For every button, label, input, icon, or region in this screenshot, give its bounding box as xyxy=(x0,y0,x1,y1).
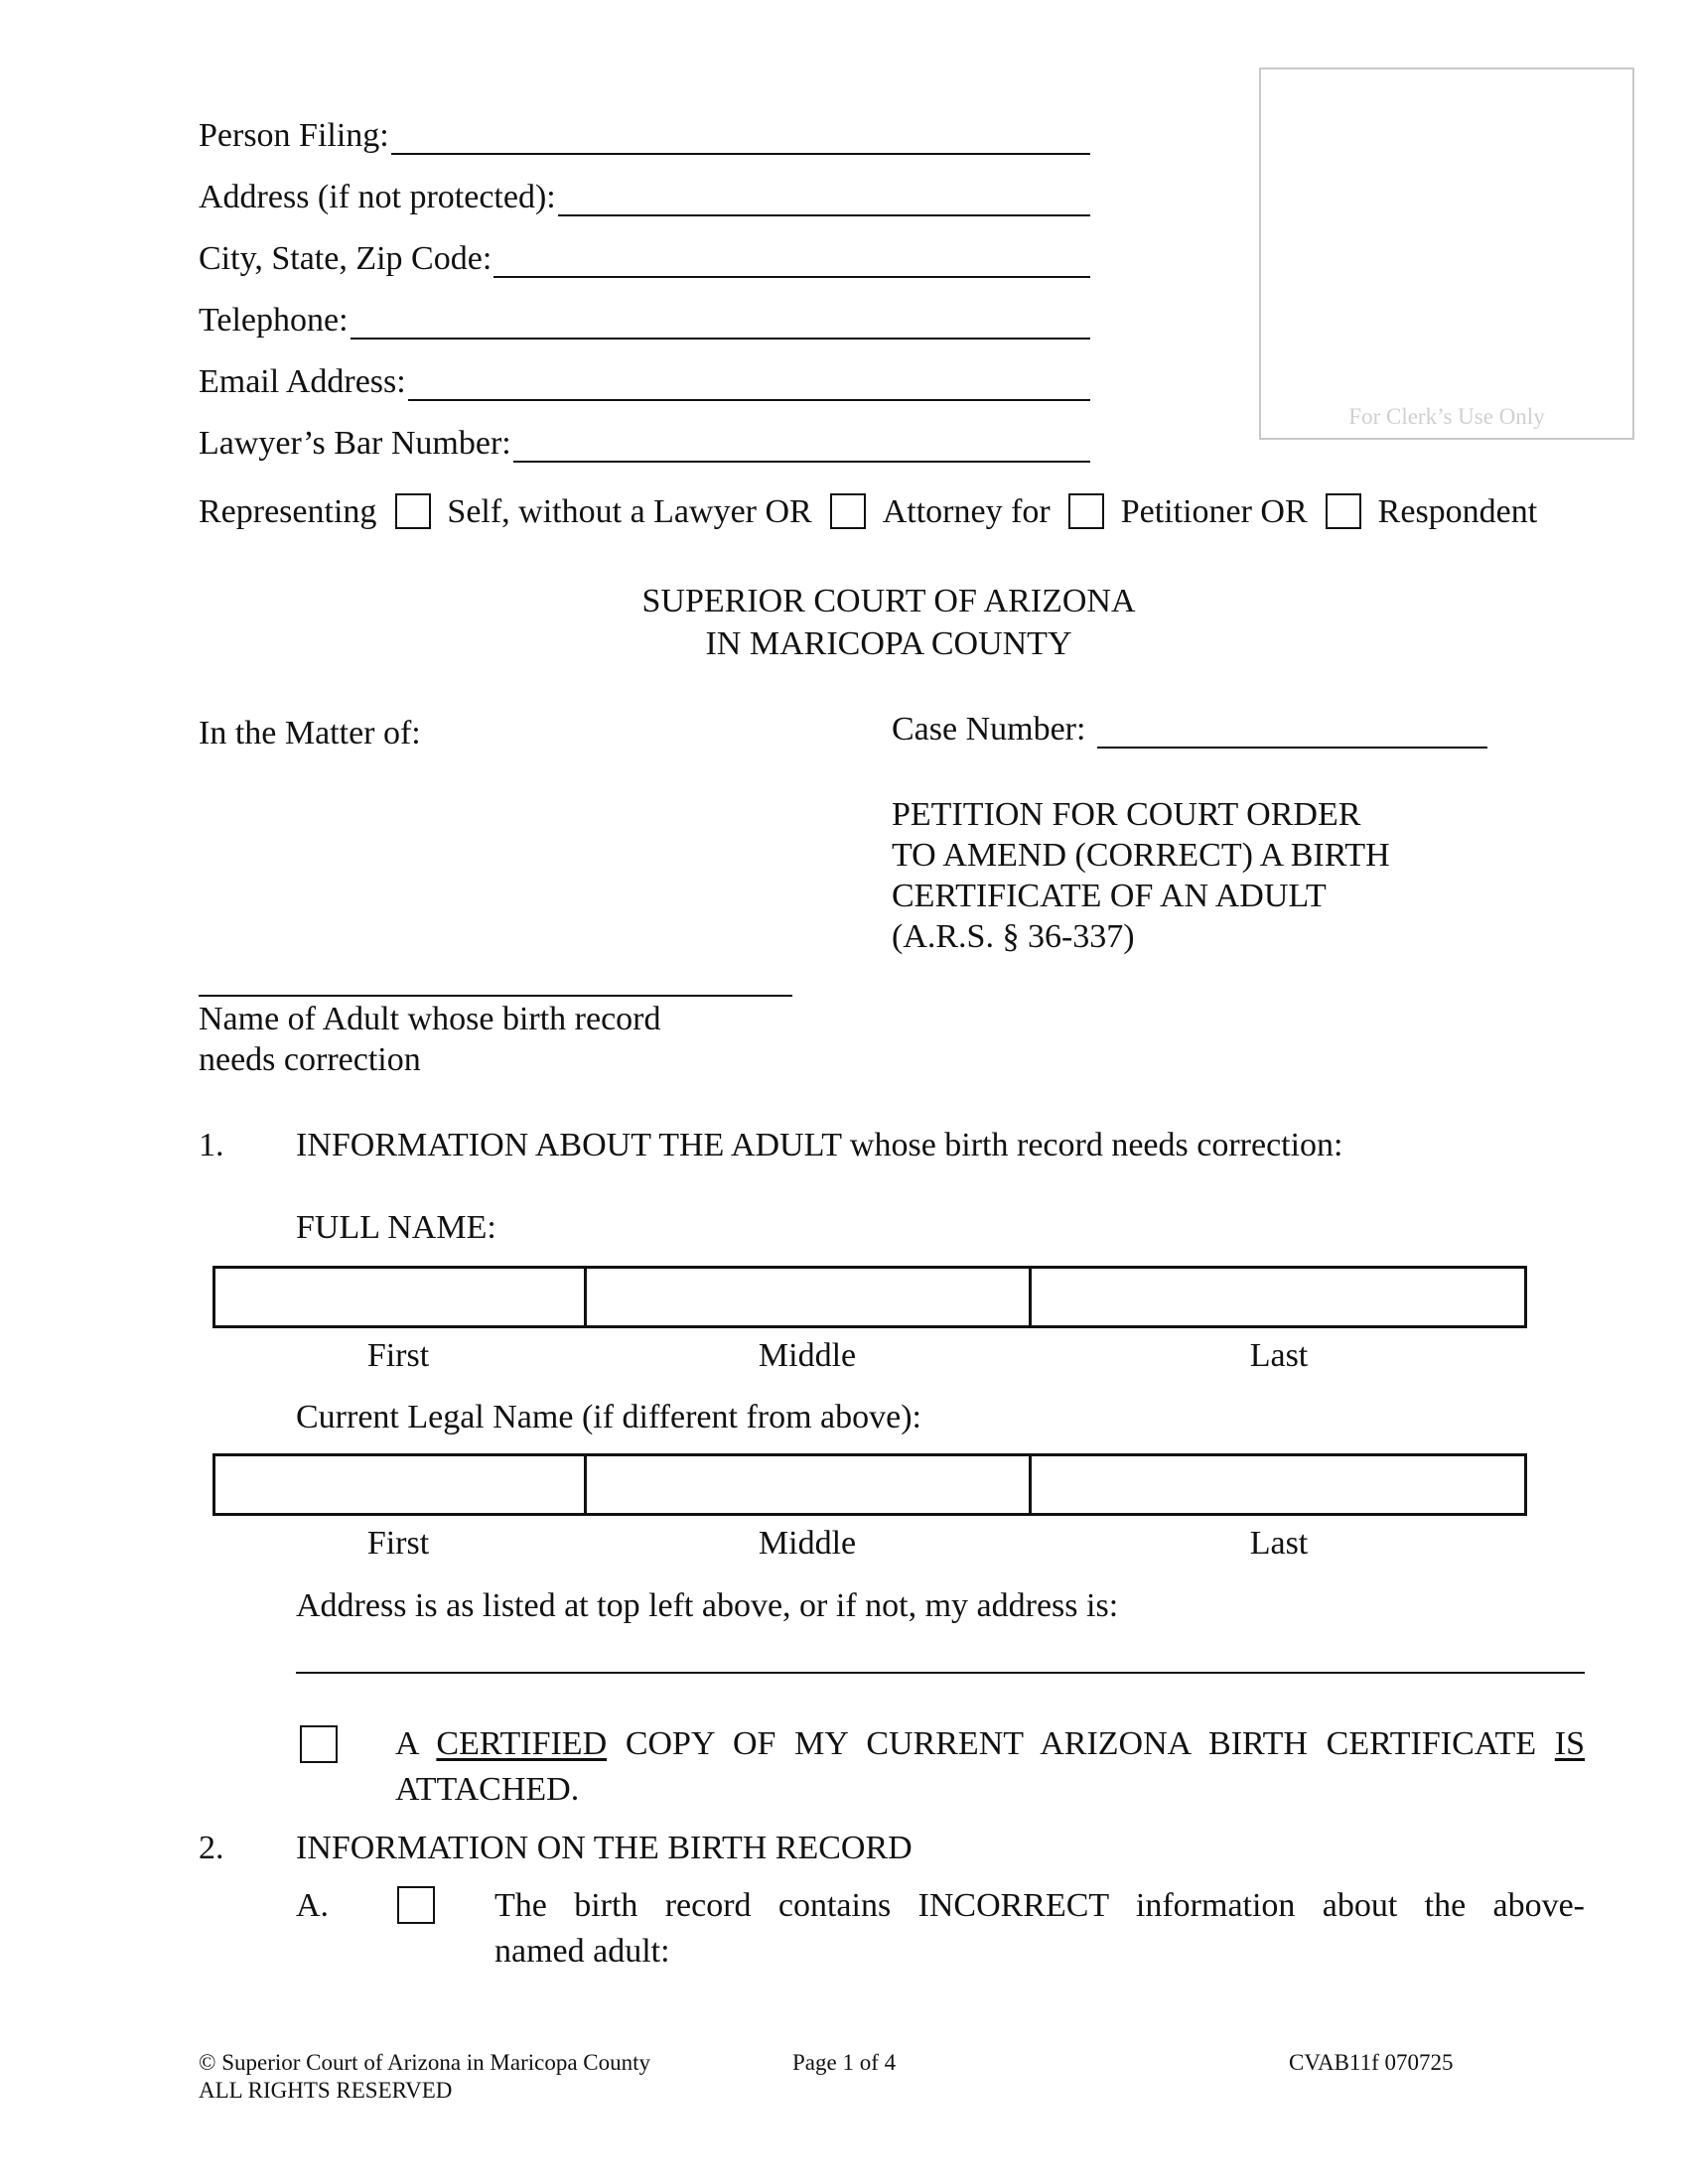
current-legal-name-grid xyxy=(212,1453,1527,1516)
city-state-zip-label: City, State, Zip Code: xyxy=(199,240,492,277)
legal-name-last-label: Last xyxy=(1249,1525,1309,1562)
court-line-2: IN MARICOPA COUNTY xyxy=(705,624,1072,662)
footer-copyright: © Superior Court of Arizona in Maricopa County xyxy=(199,2050,651,2075)
section-2-heading: INFORMATION ON THE BIRTH RECORD xyxy=(296,1830,913,1866)
certified-part-1: A xyxy=(395,1725,418,1762)
clerk-use-label: For Clerk’s Use Only xyxy=(1348,404,1545,429)
petitioner-option-label: Petitioner OR xyxy=(1120,493,1308,530)
address-field[interactable] xyxy=(199,181,1090,216)
person-filing-label: Person Filing: xyxy=(199,117,389,154)
petition-title-line-2: TO AMEND (CORRECT) A BIRTH xyxy=(892,837,1390,874)
telephone-label: Telephone: xyxy=(199,302,349,339)
person-filing-line[interactable] xyxy=(391,123,1090,155)
full-name-label: FULL NAME: xyxy=(296,1209,496,1246)
telephone-line[interactable] xyxy=(351,308,1090,340)
clerk-use-box xyxy=(1259,68,1634,440)
address-line[interactable] xyxy=(558,185,1090,216)
email-field[interactable] xyxy=(199,365,1090,401)
email-line[interactable] xyxy=(408,369,1090,401)
address-statement: Address is as listed at top left above, or if not, my address is: xyxy=(296,1587,1119,1624)
email-label: Email Address: xyxy=(199,363,406,400)
certified-copy-checkbox[interactable] xyxy=(300,1725,338,1763)
footer-rights: ALL RIGHTS RESERVED xyxy=(199,2078,453,2103)
representing-label: Representing xyxy=(199,493,377,530)
footer-page-number: Page 1 of 4 xyxy=(792,2050,897,2075)
alternate-address-line[interactable] xyxy=(296,1672,1585,1674)
item-a-line-1: The birth record contains INCORRECT information about the above- xyxy=(494,1887,1585,1924)
telephone-field[interactable] xyxy=(199,304,1090,340)
full-name-last-input[interactable] xyxy=(1032,1269,1524,1325)
self-option-label: Self, without a Lawyer OR xyxy=(447,493,812,530)
footer-form-code: CVAB11f 070725 xyxy=(1289,2050,1454,2075)
petitioner-checkbox[interactable] xyxy=(1068,493,1104,529)
matter-label: In the Matter of: xyxy=(199,715,421,751)
full-name-middle-input[interactable] xyxy=(587,1269,1032,1325)
court-heading xyxy=(0,581,1688,665)
attorney-checkbox[interactable] xyxy=(830,493,866,529)
certified-copy-line-1 xyxy=(395,1727,1585,1761)
item-a-line-2: named adult: xyxy=(494,1933,670,1970)
full-name-grid xyxy=(212,1266,1527,1328)
respondent-checkbox[interactable] xyxy=(1326,493,1361,529)
certified-copy-line-2: ATTACHED. xyxy=(395,1771,580,1808)
attorney-option-label: Attorney for xyxy=(882,493,1051,530)
respondent-option-label: Respondent xyxy=(1377,493,1538,530)
self-checkbox[interactable] xyxy=(395,493,431,529)
full-name-first-label: First xyxy=(366,1337,430,1374)
bar-number-field[interactable] xyxy=(199,427,1090,463)
section-2-number: 2. xyxy=(199,1830,224,1866)
legal-name-first-label: First xyxy=(366,1525,430,1562)
city-state-zip-line[interactable] xyxy=(493,246,1090,278)
city-state-zip-field[interactable] xyxy=(199,242,1090,278)
certified-part-2: CERTIFIED xyxy=(436,1725,608,1762)
current-legal-name-label: Current Legal Name (if different from above): xyxy=(296,1399,921,1435)
petition-title xyxy=(892,794,1390,957)
address-label: Address (if not protected): xyxy=(199,179,556,215)
bar-number-label: Lawyer’s Bar Number: xyxy=(199,425,511,462)
court-line-1: SUPERIOR COURT OF ARIZONA xyxy=(641,583,1136,619)
section-1-heading: INFORMATION ABOUT THE ADULT whose birth record needs correction: xyxy=(296,1127,1343,1163)
certified-part-4: IS xyxy=(1554,1725,1586,1762)
section-1-number: 1. xyxy=(199,1127,224,1163)
case-number-field[interactable] xyxy=(892,713,1487,749)
representing-row xyxy=(199,493,1537,529)
incorrect-info-checkbox[interactable] xyxy=(397,1886,435,1924)
footer-copyright-block xyxy=(199,2049,650,2105)
adult-name-caption-line-1: Name of Adult whose birth record xyxy=(199,1001,661,1037)
petition-title-line-3: CERTIFICATE OF AN ADULT xyxy=(892,878,1327,914)
full-name-last-label: Last xyxy=(1249,1337,1309,1374)
person-filing-field[interactable] xyxy=(199,119,1090,155)
item-a-letter: A. xyxy=(296,1887,330,1924)
full-name-middle-label: Middle xyxy=(758,1337,857,1374)
full-name-first-input[interactable] xyxy=(215,1269,587,1325)
bar-number-line[interactable] xyxy=(513,431,1090,463)
petition-title-line-4: (A.R.S. § 36-337) xyxy=(892,918,1135,955)
legal-name-middle-input[interactable] xyxy=(587,1456,1032,1513)
legal-name-last-input[interactable] xyxy=(1032,1456,1524,1513)
legal-name-middle-label: Middle xyxy=(758,1525,857,1562)
certified-part-3: COPY OF MY CURRENT ARIZONA BIRTH CERTIFICATE xyxy=(625,1725,1537,1762)
case-number-line[interactable] xyxy=(1097,717,1487,749)
adult-name-caption xyxy=(199,999,661,1080)
case-number-label: Case Number: xyxy=(892,711,1086,748)
legal-name-first-input[interactable] xyxy=(215,1456,587,1513)
adult-name-caption-line-2: needs correction xyxy=(199,1041,421,1078)
adult-name-line[interactable] xyxy=(199,995,792,997)
petition-title-line-1: PETITION FOR COURT ORDER xyxy=(892,796,1361,833)
